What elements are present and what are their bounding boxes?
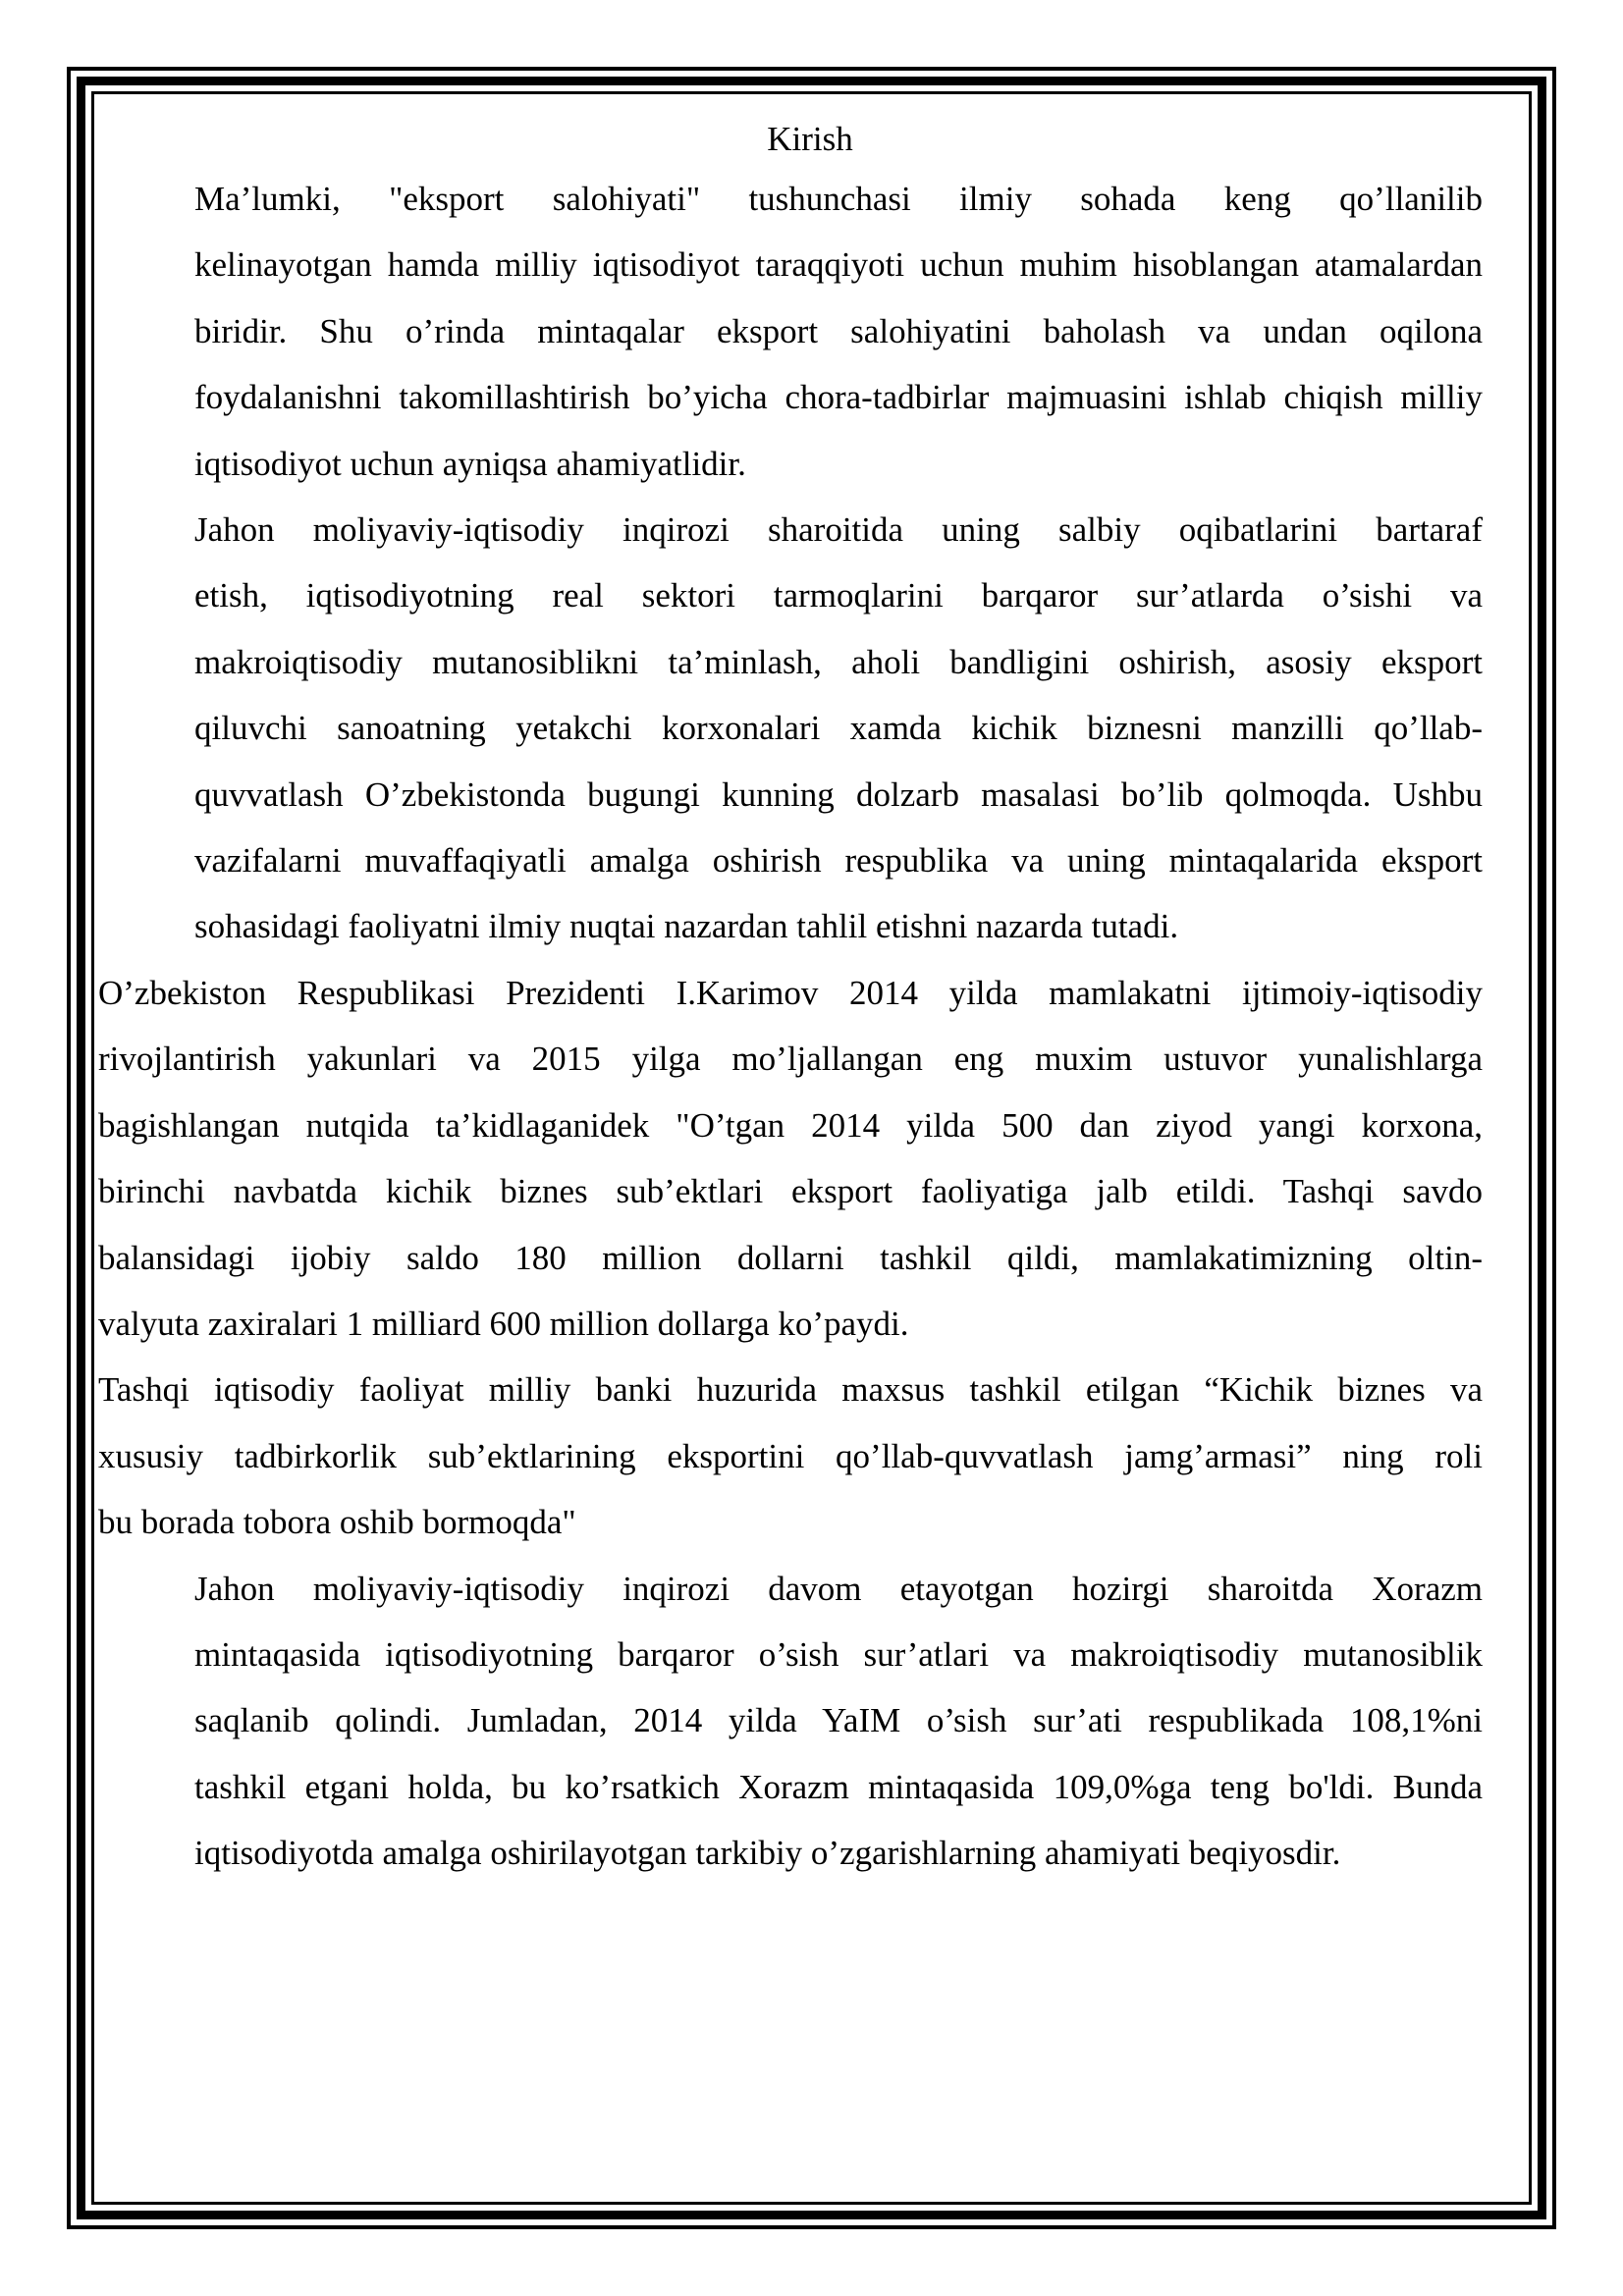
text-line: rivojlantirish yakunlari va 2015 yilga mo’ljallangan eng muxim ustuvor yunalishlarga <box>98 1040 1483 1079</box>
text-line: iqtisodiyotda amalga oshirilayotgan tarkibiy o’zgarishlarning ahamiyati beqiyosdir. <box>194 1834 1341 1873</box>
text-line: Jahon moliyaviy-iqtisodiy inqirozi sharoitida uning salbiy oqibatlarini bartaraf <box>194 510 1483 550</box>
text-line: Ma’lumki, "eksport salohiyati" tushunchasi ilmiy sohada keng qo’llanilib <box>194 180 1483 218</box>
text-line: kelinayotgan hamda milliy iqtisodiyot taraqqiyoti uchun muhim hisoblangan atamalardan <box>194 245 1483 285</box>
text-line: saqlanib qolindi. Jumladan, 2014 yilda YaIM o’sish sur’ati respublikada 108,1%ni <box>194 1701 1483 1740</box>
document-body <box>98 112 1483 1887</box>
text-line: foydalanishni takomillashtirish bo’yicha chora-tadbirlar majmuasini ishlab chiqish milliy <box>194 378 1483 417</box>
text-line: vazifalarni muvaffaqiyatli amalga oshirish respublika va uning mintaqalarida eksport <box>194 841 1483 881</box>
text-line: valyuta zaxiralari 1 milliard 600 million dollarga ko’paydi. <box>98 1304 909 1343</box>
text-line: mintaqasida iqtisodiyotning barqaror o’sish sur’atlari va makroiqtisodiy mutanosiblik <box>194 1634 1483 1674</box>
text-line: iqtisodiyot uchun ayniqsa ahamiyatlidir. <box>194 444 746 483</box>
text-line: makroiqtisodiy mutanosiblikni ta’minlash, aholi bandligini oshirish, asosiy eksport <box>194 642 1483 681</box>
document-title: Kirish <box>767 120 853 158</box>
text-line: birinchi navbatda kichik biznes sub’ektlari eksport faoliyatiga jalb etildi. Tashqi savdo <box>98 1172 1483 1211</box>
paragraph-3 <box>98 960 1483 1357</box>
text-line: Tashqi iqtisodiy faoliyat milliy banki huzurida maxsus tashkil etilgan “Kichik biznes va <box>98 1370 1483 1410</box>
text-line: qiluvchi sanoatning yetakchi korxonalari xamda kichik biznesni manzilli qo’llab- <box>194 709 1483 748</box>
text-line: etish, iqtisodiyotning real sektori tarmoqlarini barqaror sur’atlarda o’sishi va <box>194 576 1483 615</box>
text-line: bagishlangan nutqida ta’kidlaganidek "O’tgan 2014 yilda 500 dan ziyod yangi korxona, <box>98 1105 1483 1145</box>
paragraph-2 <box>98 497 1483 960</box>
text-line: O’zbekiston Respublikasi Prezidenti I.Karimov 2014 yilda mamlakatni ijtimoiy-iqtisodiy <box>98 973 1483 1012</box>
paragraph-5 <box>98 1556 1483 1887</box>
text-line: biridir. Shu o’rinda mintaqalar eksport salohiyatini baholash va undan oqilona <box>194 311 1483 350</box>
text-line: Jahon moliyaviy-iqtisodiy inqirozi davom etayotgan hozirgi sharoitda Xorazm <box>194 1569 1483 1608</box>
text-line: bu borada tobora oshib bormoqda" <box>98 1503 576 1542</box>
text-line: tashkil etgani holda, bu ko’rsatkich Xorazm mintaqasida 109,0%ga teng bo'ldi. Bunda <box>194 1767 1483 1806</box>
text-line: quvvatlash O’zbekistonda bugungi kunning dolzarb masalasi bo’lib qolmoqda. Ushbu <box>194 774 1483 814</box>
paragraph-4 <box>98 1357 1483 1555</box>
text-line: xususiy tadbirkorlik sub’ektlarining eksportini qo’llab-quvvatlash jamg’armasi” ning roli <box>98 1436 1483 1475</box>
text-line: balansidagi ijobiy saldo 180 million dollarni tashkil qildi, mamlakatimizning oltin- <box>98 1238 1483 1277</box>
paragraph-1 <box>98 166 1483 497</box>
text-line: sohasidagi faoliyatni ilmiy nuqtai nazardan tahlil etishni nazarda tutadi. <box>194 907 1179 946</box>
